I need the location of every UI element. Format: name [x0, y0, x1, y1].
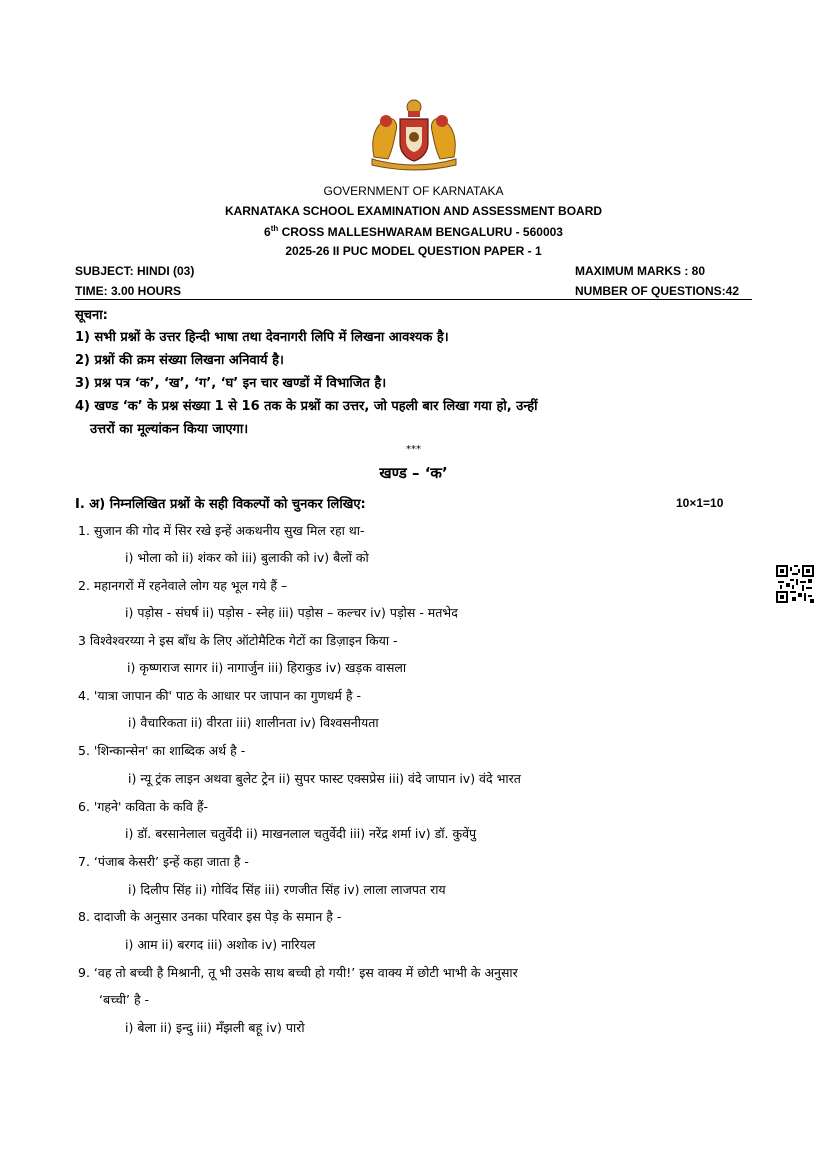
question-options: i) पड़ोस - संघर्ष ii) पड़ोस - स्नेह iii) पड़ोस – कल्चर iv) पड़ोस - मतभेद [125, 605, 458, 620]
instruction-item: उत्तरों का मूल्यांकन किया जाएगा। [90, 422, 249, 437]
question-options: i) दिलीप सिंह ii) गोविंद सिंह iii) रणजीत सिंह iv) लाला लाजपत राय [128, 882, 446, 897]
address-superscript: th [270, 224, 279, 233]
instruction-item: 3) प्रश्न पत्र ‘क’, ‘ख’, ‘ग’, ‘घ’ इन चार खण्डों में विभाजित है। [75, 376, 387, 391]
qr-code-icon [776, 565, 814, 603]
subject-label: SUBJECT: HINDI (03) [75, 264, 195, 278]
instruction-item: 4) खण्ड ‘क’ के प्रश्न संख्या 1 से 16 तक के प्रश्नों का उत्तर, जो पहली बार लिखा गया हो, उन्हीं [75, 399, 538, 414]
address-number: 6 [264, 225, 271, 239]
num-questions-label: NUMBER OF QUESTIONS:42 [575, 284, 740, 298]
address-rest: CROSS MALLESHWARAM BENGALURU - 560003 [278, 225, 563, 239]
question-text: 9. ‘वह तो बच्ची है मिश्रानी, तू भी उसके साथ बच्ची हो गयी!’ इस वाक्य में छोटी भाभी के अनुसार [78, 965, 518, 980]
separator: *** [406, 444, 421, 455]
time-label: TIME: 3.00 HOURS [75, 284, 182, 298]
section-intro: I. अ) निम्नलिखित प्रश्नों के सही विकल्पों को चुनकर लिखिए: [75, 497, 366, 512]
instruction-item: 2) प्रश्नों की क्रम संख्या लिखना अनिवार्य है। [75, 353, 284, 368]
government-title: GOVERNMENT OF KARNATAKA [323, 184, 504, 198]
instructions-title: सूचना: [75, 308, 108, 323]
question-options: i) बेला ii) इन्दु iii) मँझली बहू iv) पारो [125, 1020, 305, 1035]
question-text: 8. दादाजी के अनुसार उनका परिवार इस पेड़ के समान है - [78, 909, 342, 924]
board-address [0, 224, 827, 239]
section-title: खण्ड – ‘क’ [379, 464, 448, 482]
question-options: i) न्यू ट्रंक लाइन अथवा बुलेट ट्रेन ii) सुपर फास्ट एक्सप्रेस iii) वंदे जापान iv) वंदे भारत [128, 771, 521, 786]
question-text: 3 विश्वेश्वरय्या ने इस बाँध के लिए ऑटोमैटिक गेटों का डिज़ाइन किया - [78, 633, 398, 648]
question-text: 7. ‘पंजाब केसरी’ इन्हें कहा जाता है - [78, 854, 249, 869]
question-options: i) कृष्णराज सागर ii) नागार्जुन iii) हिराकुड iv) खड़क वासला [127, 660, 407, 675]
paper-title: 2025-26 II PUC MODEL QUESTION PAPER - 1 [285, 244, 542, 258]
question-text: 2. महानगरों में रहनेवाले लोग यह भूल गये हैं – [78, 578, 288, 593]
question-text: 4. 'यात्रा जापान की' पाठ के आधार पर जापान का गुणधर्म है - [78, 688, 361, 703]
max-marks-label: MAXIMUM MARKS : 80 [575, 264, 706, 278]
instruction-item: 1) सभी प्रश्नों के उत्तर हिन्दी भाषा तथा देवनागरी लिपि में लिखना आवश्यक है। [75, 330, 449, 345]
question-options: i) आम ii) बरगद iii) अशोक iv) नारियल [125, 937, 316, 952]
question-options: i) डॉ. बरसानेलाल चतुर्वेदी ii) माखनलाल चतुर्वेदी iii) नरेंद्र शर्मा iv) डॉ. कुवेंपु [125, 826, 477, 841]
question-text: 6. 'गहने' कविता के कवि हैं- [78, 799, 208, 814]
karnataka-emblem-icon [366, 97, 462, 171]
question-text: 1. सुजान की गोद में सिर रखे इन्हें अकथनीय सुख मिल रहा था- [78, 523, 365, 538]
divider [75, 299, 752, 300]
question-options: i) भोला को ii) शंकर को iii) बुलाकी को iv) बैलों को [125, 550, 369, 565]
question-text: 5. 'शिन्कान्सेन' का शाब्दिक अर्थ है - [78, 743, 246, 758]
section-marks: 10×1=10 [676, 496, 724, 510]
question-text-continued: ‘बच्ची’ है - [99, 992, 150, 1007]
question-options: i) वैचारिकता ii) वीरता iii) शालीनता iv) विश्वसनीयता [128, 715, 379, 730]
board-title: KARNATAKA SCHOOL EXAMINATION AND ASSESSMENT BOARD [224, 204, 603, 218]
